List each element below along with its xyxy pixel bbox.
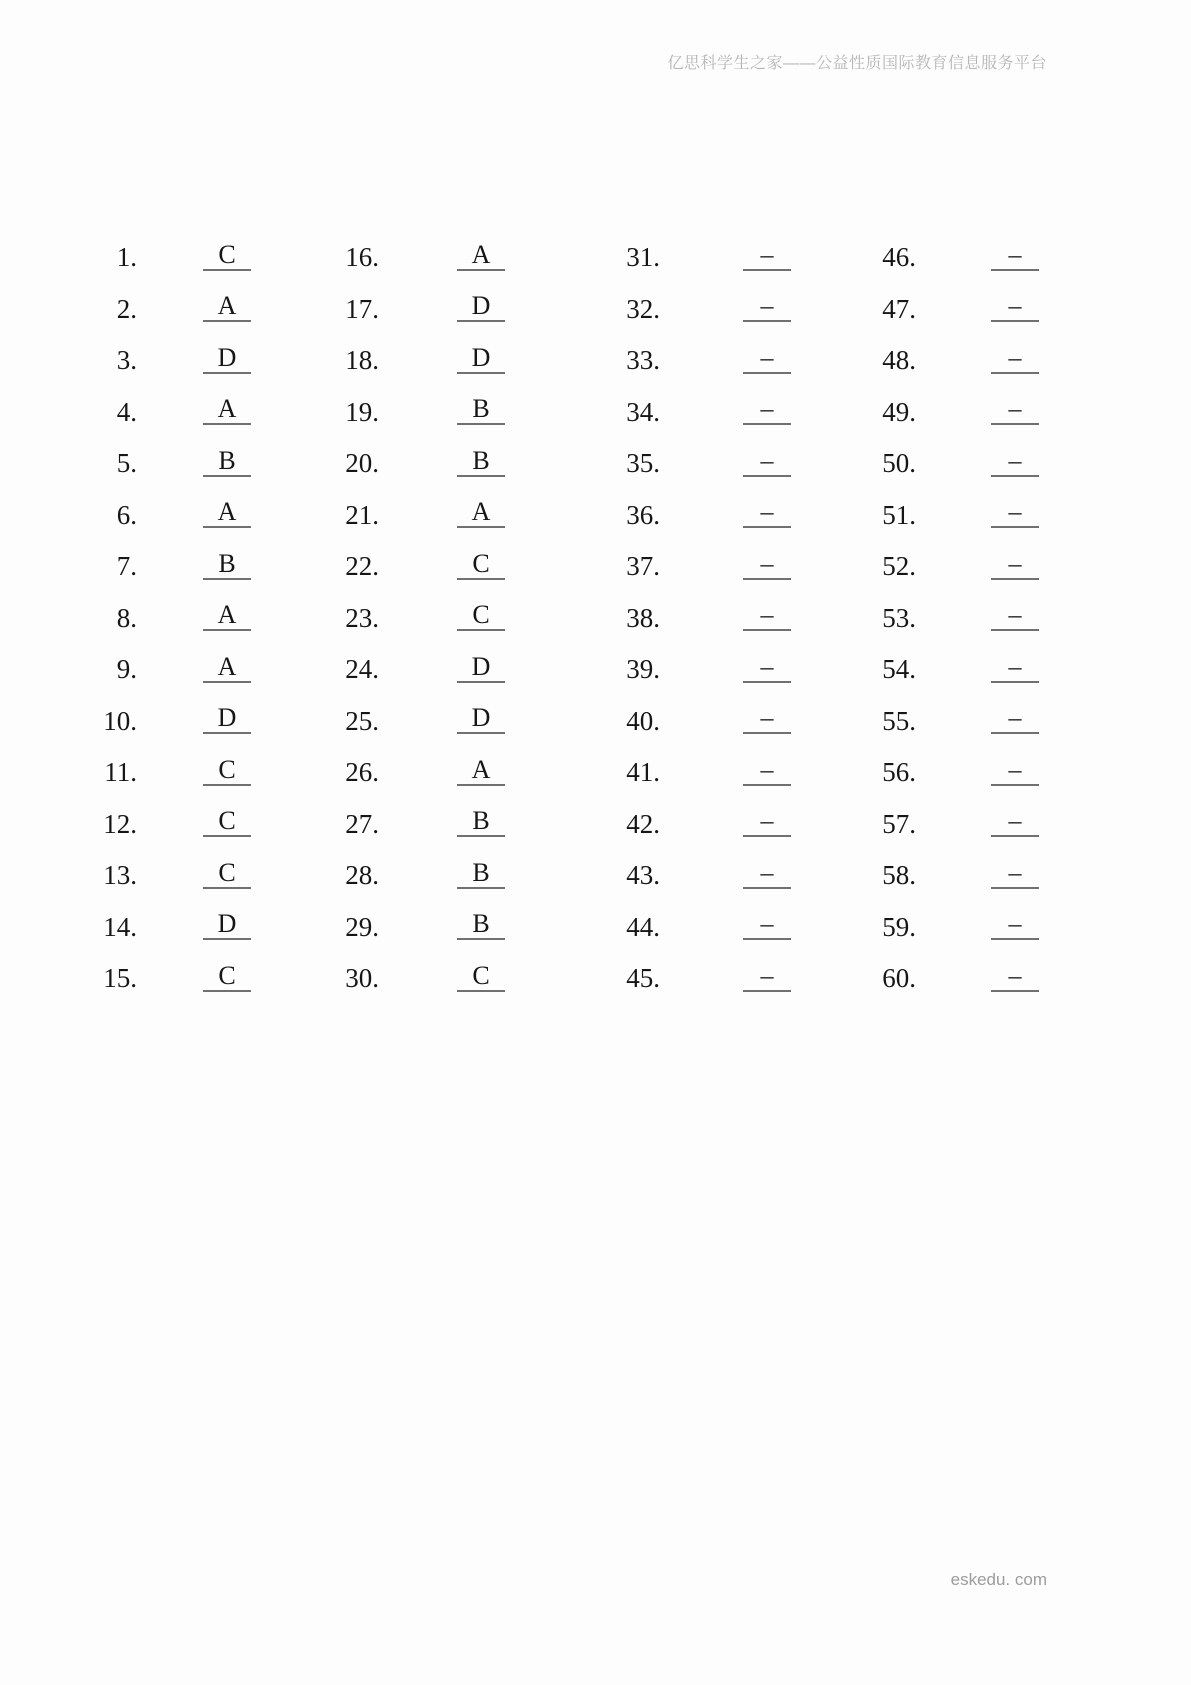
- question-number: 46.: [882, 242, 916, 273]
- answer-row: [836, 644, 1039, 696]
- answer-blank: A: [203, 395, 251, 425]
- answer-row: [580, 850, 791, 902]
- answer-blank: D: [457, 292, 505, 322]
- answer-blank: B: [457, 807, 505, 837]
- question-number: 45.: [626, 963, 660, 994]
- answer-row: [299, 593, 505, 645]
- answer-blank: C: [457, 601, 505, 631]
- answer-blank: B: [457, 859, 505, 889]
- answer-blank: –: [743, 601, 791, 631]
- answer-blank: –: [743, 550, 791, 580]
- answer-row: [580, 593, 791, 645]
- answer-row: [299, 387, 505, 439]
- question-number: 43.: [626, 860, 660, 891]
- answer-row: [836, 696, 1039, 748]
- question-number: 6.: [116, 499, 137, 530]
- answer-blank: –: [991, 447, 1039, 477]
- answer-row: [299, 284, 505, 336]
- answer-column-1: [57, 232, 251, 1005]
- answer-row: [836, 232, 1039, 284]
- question-number: 35.: [626, 448, 660, 479]
- question-number: 55.: [882, 705, 916, 736]
- answer-blank: –: [743, 292, 791, 322]
- answer-blank: D: [457, 653, 505, 683]
- question-number: 4.: [116, 396, 137, 427]
- answer-blank: –: [991, 910, 1039, 940]
- answer-blank: C: [457, 550, 505, 580]
- answer-row: [836, 593, 1039, 645]
- question-number: 36.: [626, 499, 660, 530]
- question-number: 29.: [345, 911, 379, 942]
- answer-row: [57, 335, 251, 387]
- question-number: 60.: [882, 963, 916, 994]
- question-number: 30.: [345, 963, 379, 994]
- answer-row: [299, 799, 505, 851]
- question-number: 52.: [882, 551, 916, 582]
- answer-row: [580, 799, 791, 851]
- question-number: 14.: [103, 911, 137, 942]
- answer-blank: –: [743, 447, 791, 477]
- answer-blank: –: [991, 601, 1039, 631]
- answer-row: [299, 696, 505, 748]
- question-number: 15.: [103, 963, 137, 994]
- answer-blank: B: [457, 910, 505, 940]
- question-number: 5.: [116, 448, 137, 479]
- answer-blank: –: [991, 550, 1039, 580]
- answer-blank: C: [203, 241, 251, 271]
- answer-row: [57, 953, 251, 1005]
- answer-column-2: [299, 232, 505, 1005]
- question-number: 50.: [882, 448, 916, 479]
- answer-blank: –: [991, 807, 1039, 837]
- answer-blank: –: [743, 962, 791, 992]
- answer-row: [836, 490, 1039, 542]
- question-number: 54.: [882, 654, 916, 685]
- answer-row: [836, 799, 1039, 851]
- answer-blank: –: [991, 241, 1039, 271]
- answer-column-3: [580, 232, 791, 1005]
- question-number: 10.: [103, 705, 137, 736]
- question-number: 59.: [882, 911, 916, 942]
- answer-blank: B: [203, 447, 251, 477]
- answer-blank: –: [991, 395, 1039, 425]
- answer-row: [57, 490, 251, 542]
- answer-row: [57, 902, 251, 954]
- question-number: 34.: [626, 396, 660, 427]
- question-number: 2.: [116, 293, 137, 324]
- header-watermark: 亿思科学生之家——公益性质国际教育信息服务平台: [667, 55, 1047, 72]
- answer-row: [299, 438, 505, 490]
- answer-row: [836, 438, 1039, 490]
- question-number: 18.: [345, 345, 379, 376]
- answer-row: [299, 541, 505, 593]
- answer-blank: A: [203, 498, 251, 528]
- answer-row: [580, 387, 791, 439]
- question-number: 44.: [626, 911, 660, 942]
- answer-row: [580, 490, 791, 542]
- footer-watermark: eskedu. com: [950, 1570, 1047, 1589]
- answer-row: [57, 284, 251, 336]
- question-number: 27.: [345, 808, 379, 839]
- answer-row: [580, 953, 791, 1005]
- question-number: 56.: [882, 757, 916, 788]
- answer-row: [57, 438, 251, 490]
- answer-blank: B: [203, 550, 251, 580]
- answer-column-4: [836, 232, 1039, 1005]
- answer-row: [299, 850, 505, 902]
- answer-row: [299, 232, 505, 284]
- answer-blank: A: [457, 241, 505, 271]
- answer-blank: –: [743, 653, 791, 683]
- answer-blank: A: [203, 601, 251, 631]
- answer-blank: A: [203, 292, 251, 322]
- question-number: 23.: [345, 602, 379, 633]
- answer-blank: D: [457, 344, 505, 374]
- answer-row: [836, 747, 1039, 799]
- answer-row: [836, 902, 1039, 954]
- answer-blank: –: [743, 910, 791, 940]
- question-number: 21.: [345, 499, 379, 530]
- question-number: 26.: [345, 757, 379, 788]
- answer-row: [299, 747, 505, 799]
- answer-row: [836, 541, 1039, 593]
- answer-row: [57, 850, 251, 902]
- answer-blank: C: [203, 859, 251, 889]
- answer-row: [57, 387, 251, 439]
- question-number: 12.: [103, 808, 137, 839]
- answer-blank: –: [743, 756, 791, 786]
- question-number: 47.: [882, 293, 916, 324]
- answer-blank: –: [991, 962, 1039, 992]
- answer-row: [299, 490, 505, 542]
- question-number: 19.: [345, 396, 379, 427]
- answer-blank: –: [743, 498, 791, 528]
- answer-blank: D: [457, 704, 505, 734]
- question-number: 20.: [345, 448, 379, 479]
- answer-blank: –: [743, 704, 791, 734]
- question-number: 31.: [626, 242, 660, 273]
- answer-row: [580, 284, 791, 336]
- question-number: 38.: [626, 602, 660, 633]
- question-number: 8.: [116, 602, 137, 633]
- answer-blank: D: [203, 704, 251, 734]
- question-number: 41.: [626, 757, 660, 788]
- answer-row: [57, 541, 251, 593]
- question-number: 51.: [882, 499, 916, 530]
- question-number: 24.: [345, 654, 379, 685]
- answer-row: [57, 747, 251, 799]
- answer-blank: –: [991, 344, 1039, 374]
- answer-blank: –: [743, 241, 791, 271]
- answer-blank: –: [743, 807, 791, 837]
- answer-row: [580, 902, 791, 954]
- answer-row: [580, 438, 791, 490]
- question-number: 53.: [882, 602, 916, 633]
- question-number: 39.: [626, 654, 660, 685]
- answer-row: [299, 335, 505, 387]
- question-number: 16.: [345, 242, 379, 273]
- question-number: 57.: [882, 808, 916, 839]
- answer-row: [57, 593, 251, 645]
- answer-row: [299, 902, 505, 954]
- answer-row: [580, 644, 791, 696]
- answer-blank: –: [743, 859, 791, 889]
- question-number: 28.: [345, 860, 379, 891]
- question-number: 48.: [882, 345, 916, 376]
- answer-row: [580, 696, 791, 748]
- answer-row: [580, 747, 791, 799]
- question-number: 9.: [116, 654, 137, 685]
- question-number: 11.: [104, 757, 137, 788]
- question-number: 40.: [626, 705, 660, 736]
- answer-row: [836, 850, 1039, 902]
- answer-blank: A: [457, 498, 505, 528]
- question-number: 13.: [103, 860, 137, 891]
- answer-row: [57, 696, 251, 748]
- answer-row: [299, 953, 505, 1005]
- question-number: 37.: [626, 551, 660, 582]
- answer-blank: B: [457, 395, 505, 425]
- answer-blank: D: [203, 910, 251, 940]
- question-number: 42.: [626, 808, 660, 839]
- answer-blank: C: [457, 962, 505, 992]
- answer-blank: –: [743, 395, 791, 425]
- question-number: 1.: [116, 242, 137, 273]
- question-number: 49.: [882, 396, 916, 427]
- question-number: 32.: [626, 293, 660, 324]
- answer-blank: –: [991, 292, 1039, 322]
- question-number: 22.: [345, 551, 379, 582]
- answer-row: [836, 953, 1039, 1005]
- question-number: 33.: [626, 345, 660, 376]
- answer-row: [299, 644, 505, 696]
- question-number: 25.: [345, 705, 379, 736]
- answer-row: [580, 335, 791, 387]
- answer-row: [836, 284, 1039, 336]
- answer-blank: A: [203, 653, 251, 683]
- question-number: 7.: [116, 551, 137, 582]
- answer-blank: C: [203, 962, 251, 992]
- answer-blank: D: [203, 344, 251, 374]
- answer-blank: –: [991, 653, 1039, 683]
- question-number: 58.: [882, 860, 916, 891]
- answer-blank: B: [457, 447, 505, 477]
- answer-blank: –: [991, 498, 1039, 528]
- answer-row: [57, 232, 251, 284]
- answer-row: [57, 799, 251, 851]
- answer-blank: –: [991, 859, 1039, 889]
- answer-blank: C: [203, 807, 251, 837]
- answer-blank: C: [203, 756, 251, 786]
- answer-row: [57, 644, 251, 696]
- answer-row: [580, 541, 791, 593]
- answer-blank: –: [991, 704, 1039, 734]
- answer-row: [836, 335, 1039, 387]
- question-number: 17.: [345, 293, 379, 324]
- answer-blank: A: [457, 756, 505, 786]
- answer-row: [580, 232, 791, 284]
- answer-blank: –: [991, 756, 1039, 786]
- question-number: 3.: [116, 345, 137, 376]
- answer-row: [836, 387, 1039, 439]
- answer-blank: –: [743, 344, 791, 374]
